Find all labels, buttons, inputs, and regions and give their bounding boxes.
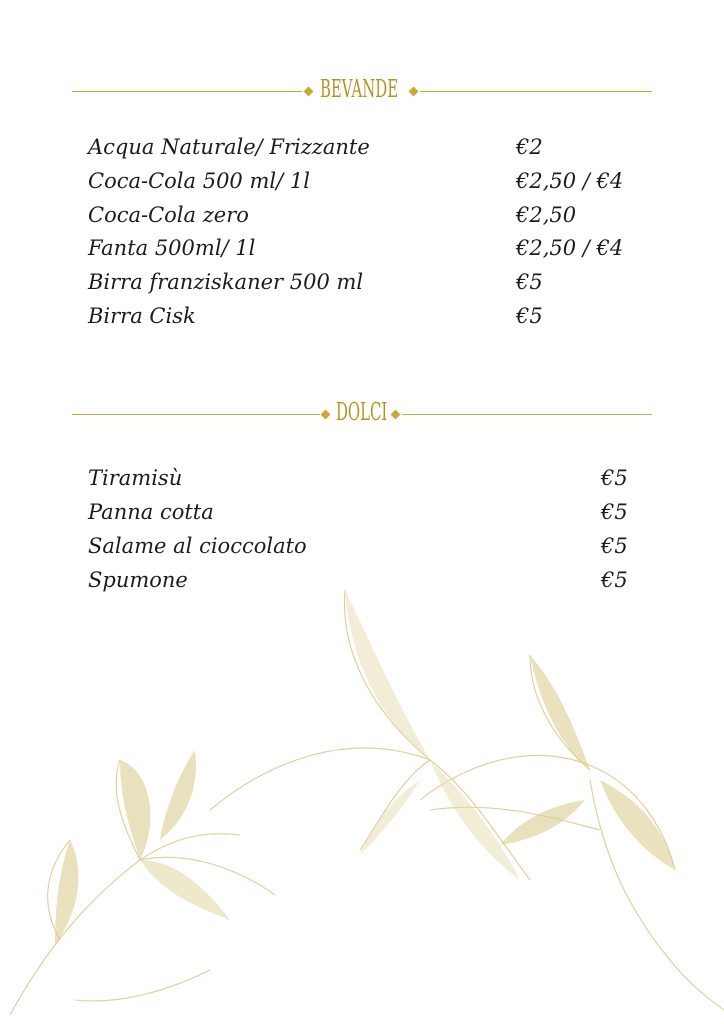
menu-item-price: €5 bbox=[601, 500, 628, 524]
diamond-ornament-icon bbox=[304, 87, 314, 97]
menu-item-name: Coca-Cola zero bbox=[88, 203, 249, 227]
diamond-ornament-icon bbox=[391, 410, 401, 420]
divider-line bbox=[402, 414, 652, 415]
menu-item-price: €2 bbox=[516, 135, 543, 159]
section-header-dolci bbox=[72, 400, 652, 430]
divider-line bbox=[420, 91, 652, 92]
diamond-ornament-icon bbox=[409, 87, 419, 97]
menu-item-name: Birra franziskaner 500 ml bbox=[88, 270, 364, 294]
menu-item-name: Coca-Cola 500 ml/ 1l bbox=[88, 169, 310, 193]
menu-item-name: Panna cotta bbox=[88, 500, 214, 524]
divider-line bbox=[72, 414, 320, 415]
menu-item-price: €2,50 / €4 bbox=[516, 236, 624, 260]
menu-item-price: €2,50 bbox=[516, 203, 577, 227]
menu-item-name: Acqua Naturale/ Frizzante bbox=[88, 135, 370, 159]
menu-item-price: €5 bbox=[516, 304, 543, 328]
menu-item-name: Tiramisù bbox=[88, 466, 183, 490]
section-title: DOLCI bbox=[336, 398, 388, 426]
menu-item-price: €5 bbox=[601, 568, 628, 592]
section-header-bevande bbox=[72, 77, 652, 107]
menu-item-price: €5 bbox=[601, 534, 628, 558]
section-title: BEVANDE bbox=[320, 75, 399, 103]
menu-item-price: €2,50 / €4 bbox=[516, 169, 624, 193]
menu-item-name: Spumone bbox=[88, 568, 188, 592]
divider-line bbox=[72, 91, 302, 92]
diamond-ornament-icon bbox=[321, 410, 331, 420]
menu-item-name: Birra Cisk bbox=[88, 304, 196, 328]
menu-item-price: €5 bbox=[601, 466, 628, 490]
menu-item-name: Fanta 500ml/ 1l bbox=[88, 236, 256, 260]
menu-item-name: Salame al cioccolato bbox=[88, 534, 307, 558]
menu-item-price: €5 bbox=[516, 270, 543, 294]
